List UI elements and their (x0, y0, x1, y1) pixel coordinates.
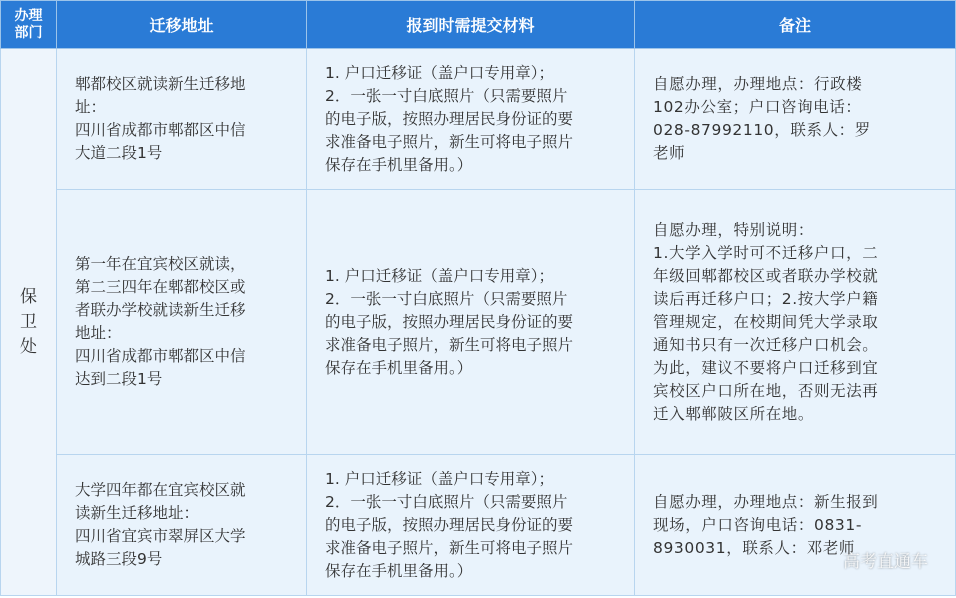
table-row (1, 49, 956, 190)
materials-line: 1. 户口迁移证（盖户口专用章）； (325, 63, 554, 82)
table-row (1, 455, 956, 596)
address-line: 四川省宜宾市翠屏区大学 (75, 527, 246, 545)
materials-line: 的电子版，按照办理居民身份证的要 (325, 312, 574, 331)
notes-line: 迁入郫郸陂区所在地。 (653, 404, 815, 423)
address-cell (57, 455, 307, 596)
dept-cell (1, 49, 57, 596)
address-cell (57, 49, 307, 190)
header-dept (1, 1, 57, 49)
notes-line: 通知书只有一次迁移户口机会。 (653, 335, 879, 354)
materials-line: 2．一张一寸白底照片（只需要照片 (325, 289, 568, 308)
header-notes: 备注 (635, 1, 956, 49)
table-row (1, 190, 956, 455)
materials-line: 2．一张一寸白底照片（只需要照片 (325, 86, 568, 105)
address-line: 读新生迁移地址： (75, 504, 200, 522)
notes-line: 为此，建议不要将户口迁移到宜 (653, 358, 879, 377)
watermark-text: 高考直通车 (843, 552, 928, 572)
notes-line: 年级回郫都校区或者联办学校就 (653, 266, 879, 285)
address-line: 者联办学校就读新生迁移 (75, 301, 246, 319)
notes-line: 现场，户口咨询电话：0831- (653, 515, 863, 534)
notes-line: 自愿办理，办理地点：新生报到 (653, 492, 879, 511)
notes-line: 管理规定，在校期间凭大学录取 (653, 312, 879, 331)
materials-line: 2．一张一寸白底照片（只需要照片 (325, 492, 568, 511)
notes-line: 老师 (653, 144, 686, 162)
notes-line: 1.大学入学时可不迁移户口，二 (653, 243, 879, 262)
notes-line: 自愿办理，办理地点：行政楼 (653, 75, 863, 93)
address-line: 达到二段1号 (75, 370, 163, 388)
address-line: 郫都校区就读新生迁移地 (75, 75, 246, 93)
address-line: 四川省成都市郫都区中信 (75, 121, 246, 139)
dept-label: 保卫处 (20, 286, 37, 357)
address-line: 大道二段1号 (75, 144, 163, 162)
address-line: 大学四年都在宜宾校区就 (75, 481, 246, 499)
address-cell (57, 190, 307, 455)
notes-cell (635, 49, 956, 190)
materials-line: 的电子版，按照办理居民身份证的要 (325, 515, 574, 534)
materials-line: 保存在手机里备用。） (325, 155, 473, 174)
materials-line: 求准备电子照片，新生可将电子照片 (325, 132, 574, 151)
address-line: 地址： (75, 324, 122, 342)
address-line: 城路三段9号 (75, 550, 163, 568)
materials-line: 的电子版，按照办理居民身份证的要 (325, 109, 574, 128)
header-dept-label: 办理 部门 (14, 7, 43, 41)
materials-line: 求准备电子照片，新生可将电子照片 (325, 538, 574, 557)
materials-line: 保存在手机里备用。） (325, 561, 473, 580)
notes-line: 028-87992110，联系人：罗 (653, 121, 871, 139)
notes-line: 102办公室；户口咨询电话： (653, 98, 862, 116)
address-line: 址： (75, 98, 107, 116)
table-header-row (1, 1, 956, 49)
header-address: 迁移地址 (57, 1, 307, 49)
notes-line: 读后再迁移户口；2.按大学户籍 (653, 289, 879, 308)
address-line: 第二三四年在郫都校区或 (75, 278, 246, 296)
notes-cell (635, 190, 956, 455)
materials-line: 1. 户口迁移证（盖户口专用章）； (325, 266, 554, 285)
materials-line: 求准备电子照片，新生可将电子照片 (325, 335, 574, 354)
notes-line: 宾校区户口所在地，否则无法再 (653, 381, 879, 400)
materials-cell (307, 190, 635, 455)
materials-cell (307, 455, 635, 596)
address-line: 四川省成都市郫都区中信 (75, 347, 246, 365)
notes-line: 8930031，联系人：邓老师 (653, 538, 856, 557)
notes-cell (635, 455, 956, 596)
address-line: 第一年在宜宾校区就读， (75, 255, 246, 273)
notes-line: 自愿办理，特别说明： (653, 220, 815, 239)
materials-line: 保存在手机里备用。） (325, 358, 473, 377)
materials-cell (307, 49, 635, 190)
header-materials: 报到时需提交材料 (307, 1, 635, 49)
materials-line: 1. 户口迁移证（盖户口专用章）； (325, 469, 554, 488)
